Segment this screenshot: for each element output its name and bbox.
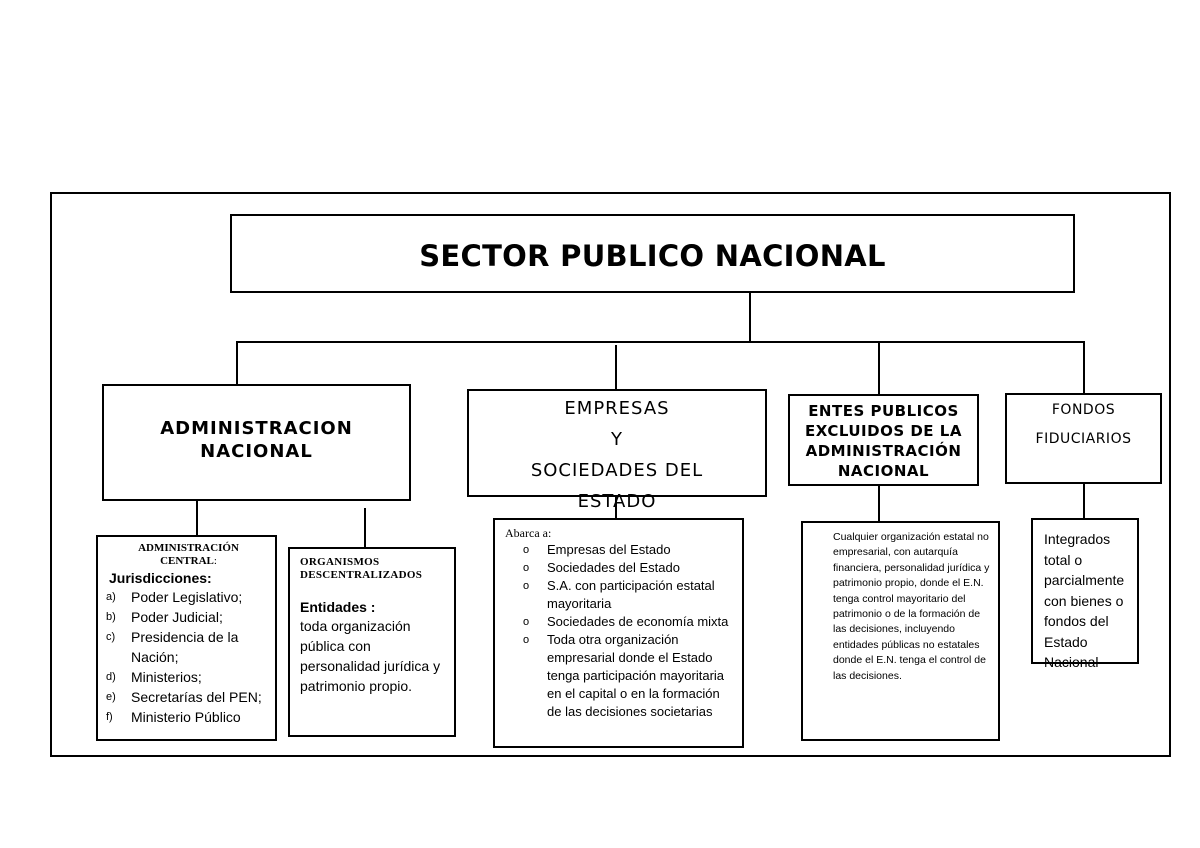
empresa-item: o Toda otra organización empresarial donde el Estado tenga participación mayoritaria en el capital o en la formación de las decisiones societarias xyxy=(495,631,736,721)
admin-central-title xyxy=(106,542,271,568)
entes-line1: ENTES PUBLICOS xyxy=(808,402,959,420)
connector-to-entes xyxy=(878,341,880,395)
jurisdiccion-marker: d) xyxy=(106,671,116,683)
admin-nacional-box xyxy=(102,384,411,501)
admin-central-box xyxy=(96,535,277,741)
jurisdiccion-item xyxy=(106,627,271,667)
jurisdicciones-list xyxy=(106,587,271,727)
empresa-item: o Sociedades del Estado xyxy=(495,559,736,577)
jurisdiccion-item xyxy=(106,587,271,607)
organismos-title-line1: ORGANISMOS xyxy=(300,556,380,568)
sector-publico-nacional-box xyxy=(230,214,1075,293)
admin-nacional-label xyxy=(104,417,409,463)
entes-line3: ADMINISTRACIÓN xyxy=(805,442,962,460)
empresas-line3: SOCIEDADES DEL xyxy=(530,460,704,481)
jurisdiccion-item xyxy=(106,707,271,727)
empresas-detail-intro: Abarca a: xyxy=(505,526,552,540)
connector-to-admin-nacional xyxy=(236,341,238,385)
jurisdiccion-marker: a) xyxy=(106,591,116,603)
empresa-item: o S.A. con participación estatal mayoritaria xyxy=(495,577,736,613)
jurisdiccion-marker: f) xyxy=(106,711,113,723)
admin-central-subtitle: Jurisdicciones: xyxy=(109,570,212,586)
jurisdiccion-item xyxy=(106,667,271,687)
connector-to-fondos xyxy=(1083,341,1085,394)
empresas-line4: ESTADO xyxy=(577,491,657,512)
jurisdiccion-text: Poder Judicial; xyxy=(131,609,223,625)
empresa-item: o Empresas del Estado xyxy=(495,541,736,559)
fondos-box xyxy=(1005,393,1162,484)
entes-line4: NACIONAL xyxy=(837,462,930,480)
empresas-line2: Y xyxy=(611,429,623,450)
connector-to-empresas xyxy=(615,345,617,390)
organismos-subtitle: Entidades : xyxy=(300,599,376,615)
entes-detail-text: Cualquier organización estatal no empresarial, con autarquía financiera, personalidad jurídica y patrimonio propio, donde el E.N. tenga control mayoritario del patrimonio o de la formación de las decisiones, incluyendo entidades públicas no estatales donde el E.N. tenga el control de las decisiones. xyxy=(833,531,990,682)
jurisdiccion-item xyxy=(106,607,271,627)
connector-to-fondos-detail xyxy=(1083,483,1085,519)
admin-nacional-line2: NACIONAL xyxy=(200,441,313,462)
empresa-item: o Sociedades de economía mixta xyxy=(495,613,736,631)
empresas-line1: EMPRESAS xyxy=(564,398,670,419)
jurisdiccion-marker: b) xyxy=(106,611,116,623)
jurisdiccion-text: Ministerio Público xyxy=(131,709,241,725)
entes-detail-box xyxy=(801,521,1000,741)
empresas-detail-box xyxy=(493,518,744,748)
empresas-label xyxy=(469,393,765,517)
admin-central-title-line1: ADMINISTRACIÓN xyxy=(138,542,239,554)
jurisdiccion-text: Secretarías del PEN; xyxy=(131,689,262,705)
organismos-title-line2: DESCENTRALIZADOS xyxy=(300,569,423,581)
connector-to-admin-central xyxy=(196,499,198,536)
organismos-title xyxy=(300,556,448,582)
jurisdiccion-marker: c) xyxy=(106,631,116,643)
entes-line2: EXCLUIDOS DE LA xyxy=(805,422,962,440)
organismos-box xyxy=(288,547,456,737)
empresas-detail-list xyxy=(495,541,736,721)
connector-to-entes-detail xyxy=(878,485,880,522)
connector-root-down xyxy=(749,291,751,343)
empresas-box xyxy=(467,389,767,512)
fondos-line1: FONDOS xyxy=(1051,402,1116,418)
fondos-detail-box xyxy=(1031,518,1139,670)
entes-box xyxy=(788,394,979,486)
jurisdiccion-text: Presidencia de la Nación; xyxy=(131,629,239,665)
admin-nacional-line1: ADMINISTRACION xyxy=(160,418,353,439)
fondos-line2: FIDUCIARIOS xyxy=(1035,431,1132,447)
jurisdiccion-text: Ministerios; xyxy=(131,669,202,685)
admin-central-title-suffix: : xyxy=(213,555,217,567)
jurisdiccion-item xyxy=(106,687,271,707)
fondos-detail-text: Integrados total o parcialmente con bienes o fondos del Estado Nacional xyxy=(1044,531,1125,670)
jurisdiccion-text: Poder Legislativo; xyxy=(131,589,243,605)
diagram-title: SECTOR PUBLICO NACIONAL xyxy=(419,239,886,273)
organismos-text: toda organización pública con personalidad jurídica y patrimonio propio. xyxy=(300,618,441,694)
admin-central-title-line2: CENTRAL xyxy=(160,555,214,567)
fondos-label xyxy=(1007,396,1160,454)
entes-label xyxy=(790,401,977,481)
connector-to-organismos xyxy=(364,508,366,548)
jurisdiccion-marker: e) xyxy=(106,691,116,703)
connector-horizontal-bus xyxy=(236,341,1084,343)
